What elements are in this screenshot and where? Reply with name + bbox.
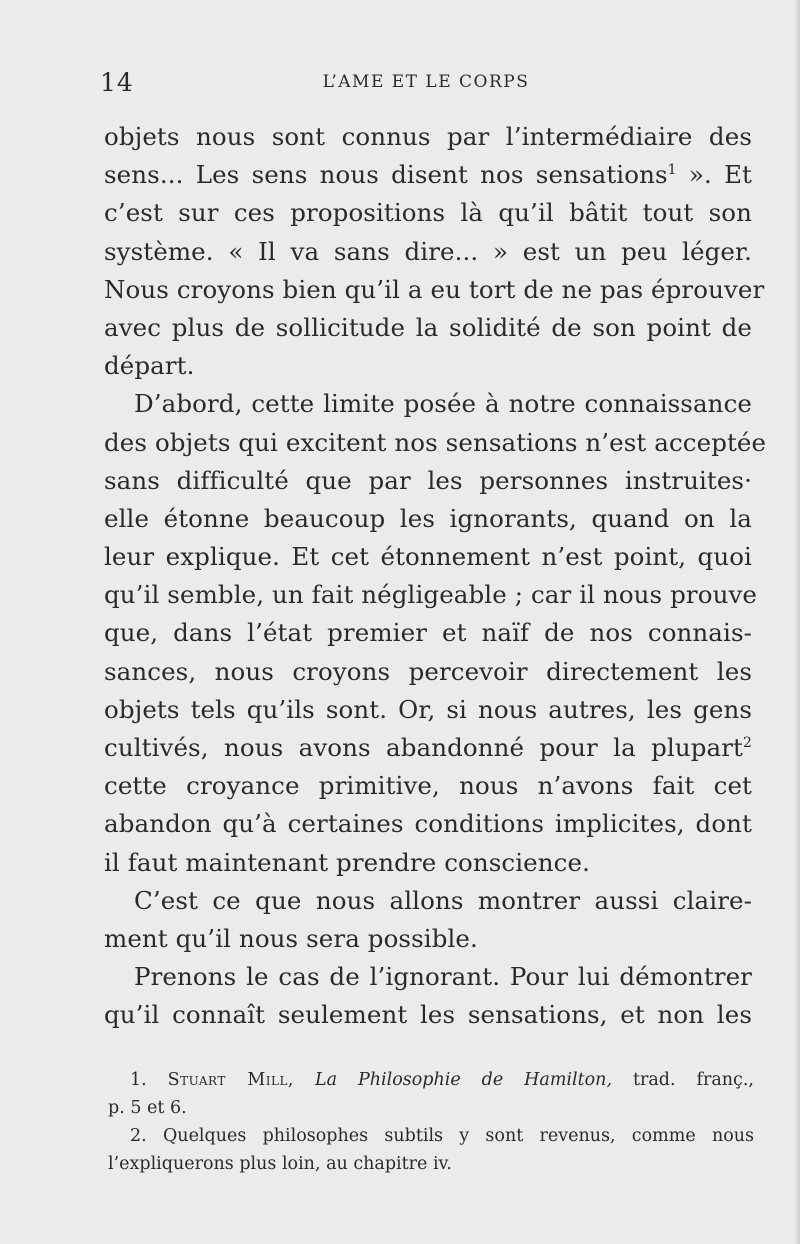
text-line: sans difficulté que par les personnes instruites· [104,465,752,495]
text-line: des objets qui excitent nos sensations n’est acceptée [104,427,767,457]
footnote-book-title: La Philosophie de Hamilton, [314,1070,613,1090]
text-line: il faut maintenant prendre conscience. [104,847,590,877]
text-line: c’est sur ces propositions là qu’il bâtit tout son [104,198,752,228]
text-line: avec plus de sollicitude la solidité de son point de [104,312,752,342]
text-line: cette croyance primitive, nous n’avons fait cet [104,771,752,801]
text-line: sens... Les sens nous disent nos sensations$^1$ ». Et [104,160,752,190]
body-text [104,118,767,1035]
text-line: objets tels qu’ils sont. Or, si nous autres, les gens [104,694,752,724]
text-line: leur explique. Et cet étonnement n’est point, quoi [104,542,752,572]
footnote-author: Stuart Mill, [167,1070,294,1090]
footnote-2-continuation: l’expliquerons plus loin, au chapitre iv. [108,1154,452,1174]
footnote-2: 2. Quelques philosophes subtils y sont revenus, comme nous [130,1126,754,1146]
text-line: Prenons le cas de l’ignorant. Pour lui démontrer [134,962,752,992]
text-line: système. « Il va sans dire... » est un peu léger. [104,236,752,266]
page-header [100,68,752,102]
text-line: C’est ce que nous allons montrer aussi claire- [134,885,752,915]
text-line: abandon qu’à certaines conditions implicites, dont [104,809,752,839]
text-line: qu’il semble, un fait négligeable ; car il nous prouve [104,580,757,610]
text-line: cultivés, nous avons abandonné pour la plupart$^2$ [104,733,752,762]
page-edge-shadow [794,0,800,1244]
footnote-1-continuation: p. 5 et 6. [108,1098,187,1118]
footnote-ref-1: 1 [667,162,677,179]
page-number: 14 [100,68,134,97]
running-title: L’AME ET LE CORPS [322,72,530,92]
footnote-ref-2: 2 [742,735,752,751]
text-line: ment qu’il nous sera possible. [104,923,478,953]
text-line: qu’il connaît seulement les sensations, et non les [104,1000,752,1030]
text-line: départ. [104,351,195,381]
text-line: Nous croyons bien qu’il a eu tort de ne pas éprouver [104,274,765,304]
text-line: elle étonne beaucoup les ignorants, quand on la [104,503,752,533]
text-line: objets nous sont connus par l’intermédiaire des [104,122,752,151]
footnote-1: 1. Stuart Mill, La Philosophie de Hamilton, trad. franç., [130,1070,754,1090]
text-line: D’abord, cette limite posée à notre connaissance [134,389,752,419]
footnotes [108,1066,754,1178]
text-line: sances, nous croyons percevoir directement les [104,656,752,686]
text-line: que, dans l’état premier et naïf de nos connais- [104,618,752,648]
